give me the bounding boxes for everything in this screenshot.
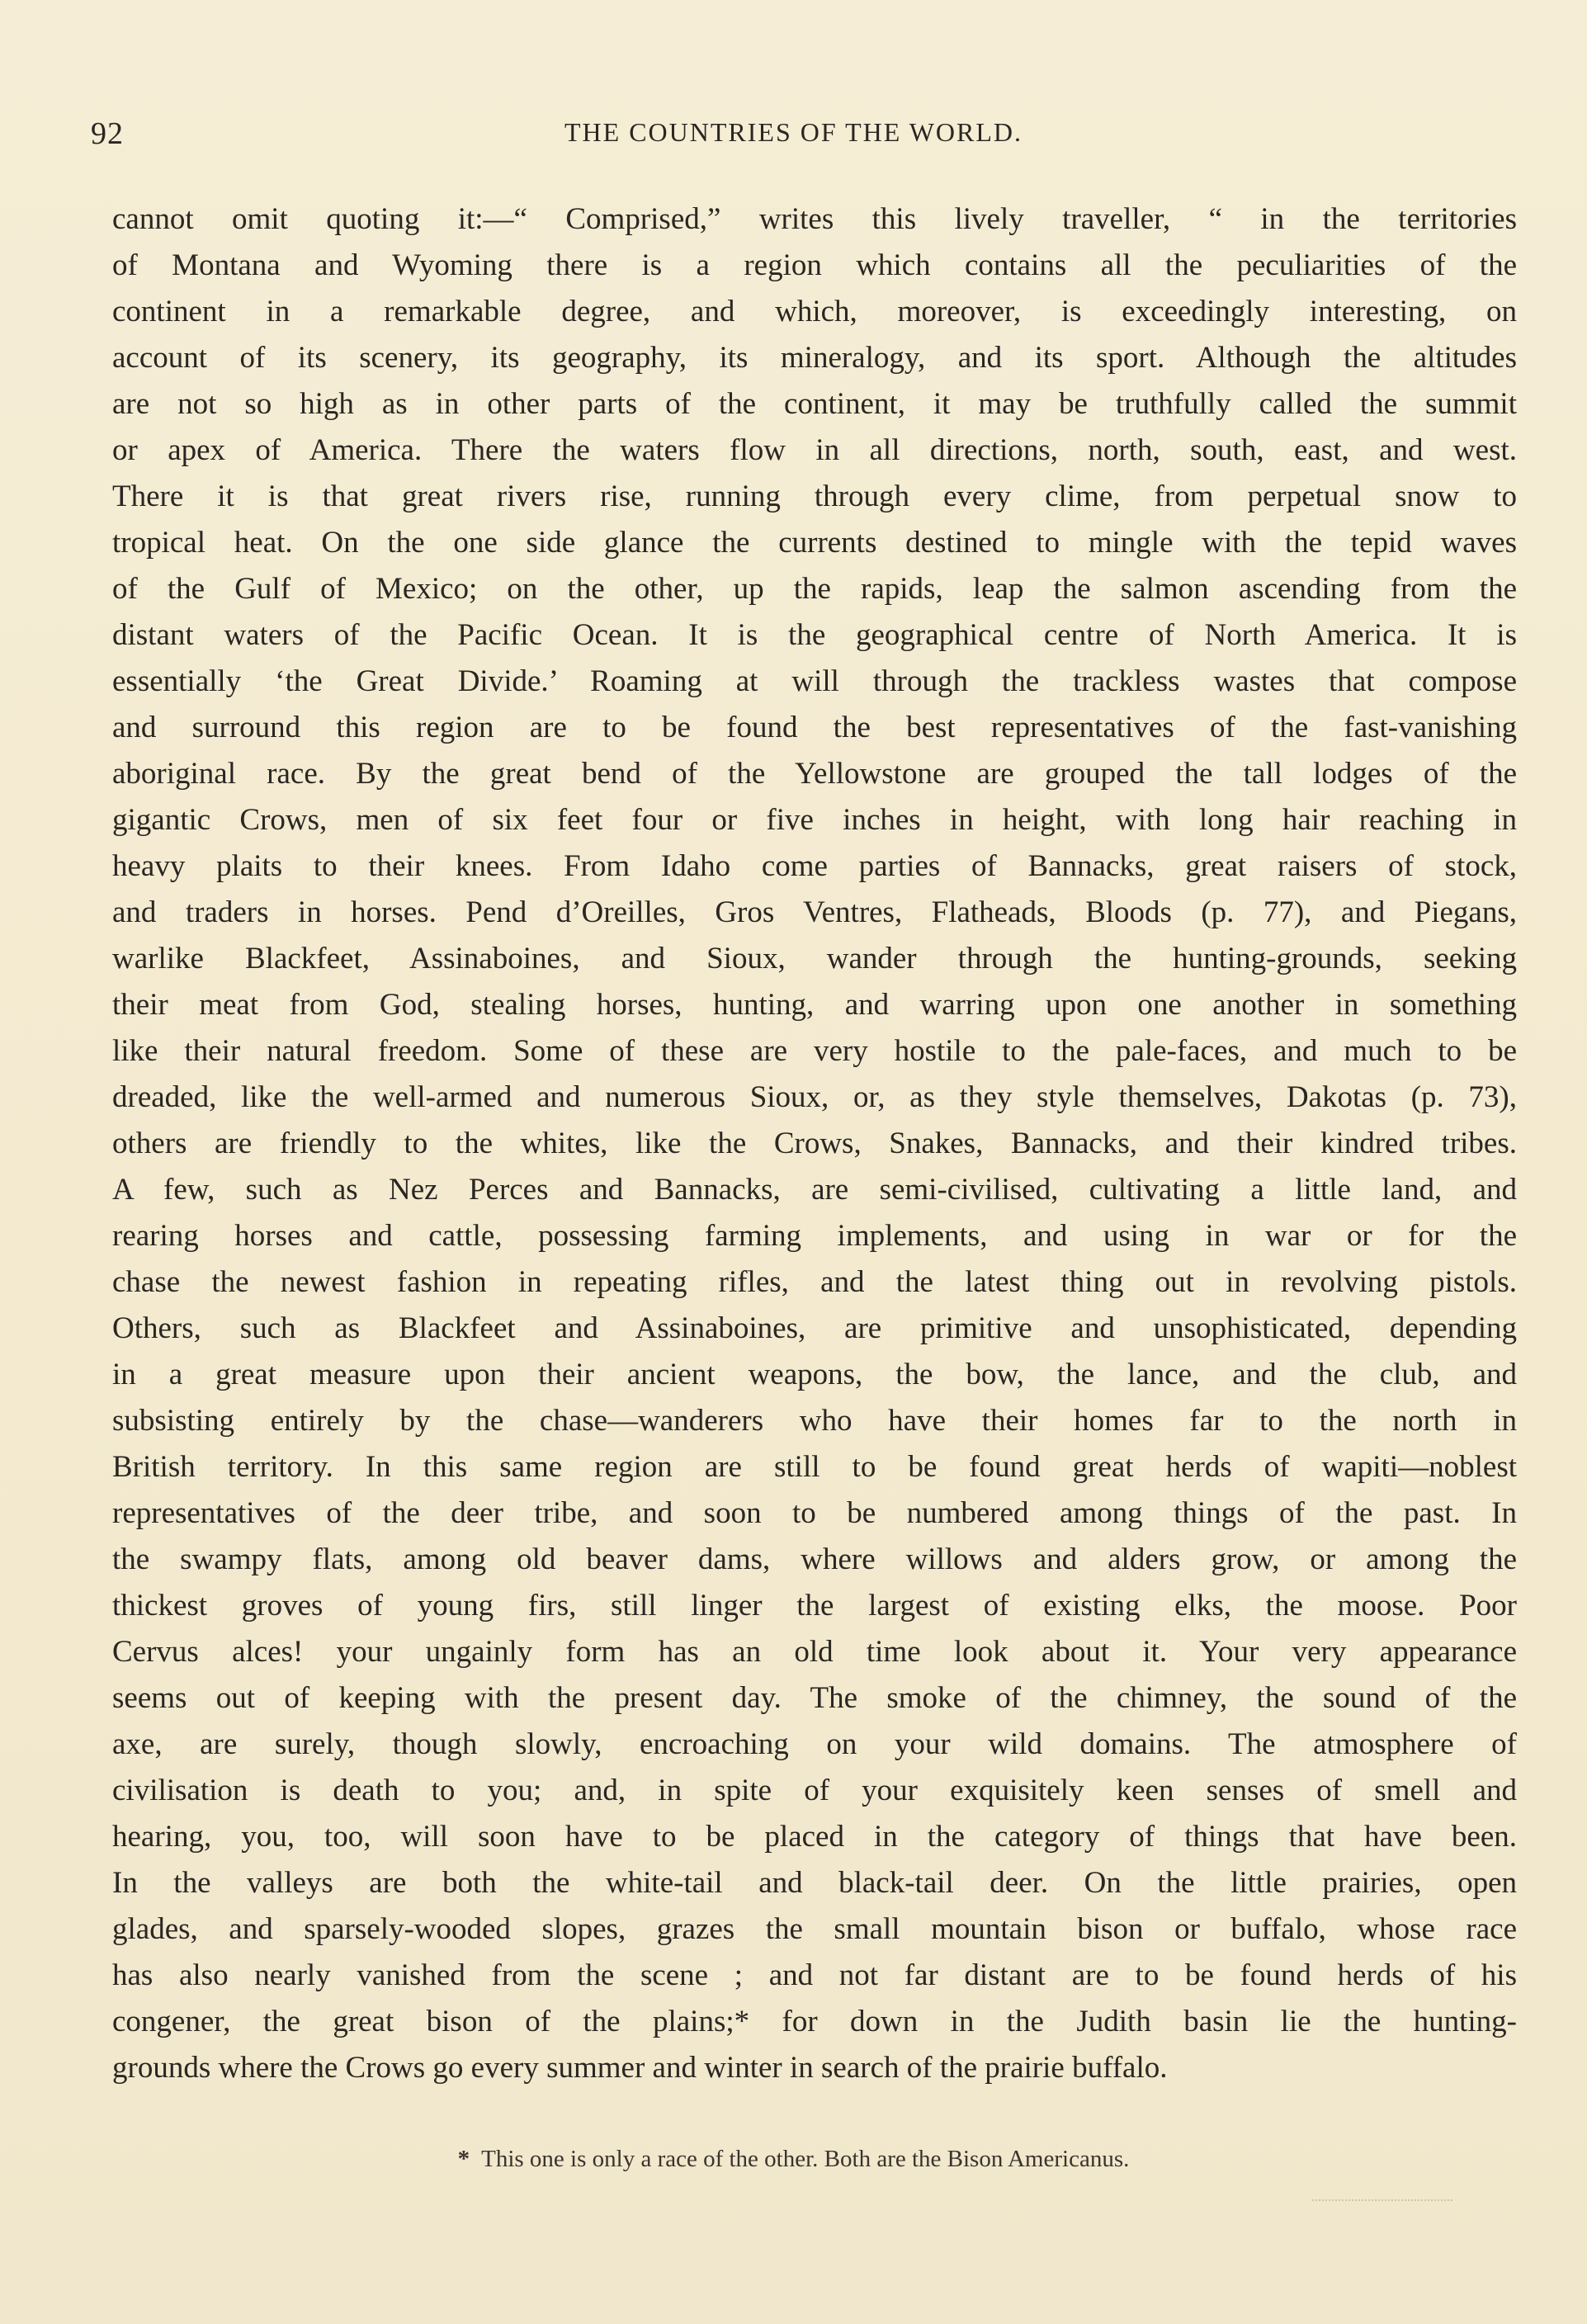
- text-line: their meat from God, stealing horses, hunting, and warring upon one another in something: [112, 988, 1517, 1022]
- text-line: congener, the great bison of the plains;* for down in the Judith basin lie the hunting-: [112, 2005, 1517, 2038]
- text-line: in a great measure upon their ancient weapons, the bow, the lance, and the club, and: [112, 1358, 1517, 1391]
- text-line: axe, are surely, though slowly, encroaching on your wild domains. The atmosphere of: [112, 1727, 1517, 1761]
- text-line: thickest groves of young firs, still linger the largest of existing elks, the moose. Poor: [112, 1589, 1517, 1623]
- text-line: has also nearly vanished from the scene ; and not far distant are to be found herds of his: [112, 1958, 1517, 1992]
- text-line: the swampy flats, among old beaver dams, where willows and alders grow, or among the: [112, 1542, 1517, 1576]
- text-line: warlike Blackfeet, Assinaboines, and Sioux, wander through the hunting-grounds, seeking: [112, 942, 1517, 975]
- text-line: British territory. In this same region are still to be found great herds of wapiti—noblest: [112, 1450, 1517, 1484]
- text-line: glades, and sparsely-wooded slopes, grazes the small mountain bison or buffalo, whose race: [112, 1912, 1517, 1946]
- footnote-mark: *: [457, 2146, 470, 2172]
- text-line: are not so high as in other parts of the continent, it may be truthfully called the summit: [112, 387, 1517, 421]
- footnote: [0, 2146, 1587, 2173]
- text-line: chase the newest fashion in repeating rifles, and the latest thing out in revolving pistols.: [112, 1265, 1517, 1299]
- text-line: hearing, you, too, will soon have to be placed in the category of things that have been.: [112, 1820, 1517, 1854]
- text-line: rearing horses and cattle, possessing farming implements, and using in war or for the: [112, 1219, 1517, 1253]
- text-line: gigantic Crows, men of six feet four or five inches in height, with long hair reaching in: [112, 803, 1517, 837]
- text-line: representatives of the deer tribe, and soon to be numbered among things of the past. In: [112, 1496, 1517, 1530]
- text-line: others are friendly to the whites, like the Crows, Snakes, Bannacks, and their kindred tribes.: [112, 1127, 1517, 1160]
- footnote-text: This one is only a race of the other. Both are the Bison Americanus.: [481, 2146, 1130, 2172]
- text-line: Cervus alces! your ungainly form has an old time look about it. Your very appearance: [112, 1635, 1517, 1669]
- text-line: distant waters of the Pacific Ocean. It is the geographical centre of North America. It is: [112, 618, 1517, 652]
- text-line: civilisation is death to you; and, in spite of your exquisitely keen senses of smell and: [112, 1774, 1517, 1807]
- running-head: THE COUNTRIES OF THE WORLD.: [564, 117, 1023, 147]
- text-line: and surround this region are to be found the best representatives of the fast-vanishing: [112, 711, 1517, 744]
- text-line: dreaded, like the well-armed and numerous Sioux, or, as they style themselves, Dakotas (p. 73),: [112, 1080, 1517, 1114]
- text-line: of Montana and Wyoming there is a region which contains all the peculiarities of the: [112, 248, 1517, 282]
- page-number: 92: [91, 116, 124, 151]
- text-line: In the valleys are both the white-tail and black-tail deer. On the little prairies, open: [112, 1866, 1517, 1900]
- text-line: heavy plaits to their knees. From Idaho come parties of Bannacks, great raisers of stock,: [112, 849, 1517, 883]
- text-line: A few, such as Nez Perces and Bannacks, are semi-civilised, cultivating a little land, and: [112, 1173, 1517, 1207]
- body-text: [112, 196, 1517, 2091]
- text-line: subsisting entirely by the chase—wanderers who have their homes far to the north in: [112, 1404, 1517, 1438]
- text-line: like their natural freedom. Some of these are very hostile to the pale-faces, and much to be: [112, 1034, 1517, 1068]
- text-line: cannot omit quoting it:—“ Comprised,” writes this lively traveller, “ in the territories: [112, 202, 1517, 236]
- page-header: [0, 116, 1587, 165]
- text-line: and traders in horses. Pend d’Oreilles, Gros Ventres, Flatheads, Bloods (p. 77), and Piegans,: [112, 895, 1517, 929]
- text-line: There it is that great rivers rise, running through every clime, from perpetual snow to: [112, 479, 1517, 513]
- text-line: tropical heat. On the one side glance the currents destined to mingle with the tepid waves: [112, 526, 1517, 560]
- text-line: continent in a remarkable degree, and which, moreover, is exceedingly interesting, on: [112, 295, 1517, 328]
- text-line: of the Gulf of Mexico; on the other, up the rapids, leap the salmon ascending from the: [112, 572, 1517, 606]
- text-line: essentially ‘the Great Divide.’ Roaming at will through the trackless wastes that compose: [112, 664, 1517, 698]
- text-line: account of its scenery, its geography, its mineralogy, and its sport. Although the altitudes: [112, 341, 1517, 375]
- text-line: aboriginal race. By the great bend of the Yellowstone are grouped the tall lodges of the: [112, 757, 1517, 791]
- print-smudge: [1312, 2199, 1452, 2206]
- text-line: or apex of America. There the waters flow in all directions, north, south, east, and west.: [112, 433, 1517, 467]
- text-line: seems out of keeping with the present day. The smoke of the chimney, the sound of the: [112, 1681, 1517, 1715]
- text-line: grounds where the Crows go every summer and winter in search of the prairie buffalo.: [112, 2051, 1168, 2085]
- text-line: Others, such as Blackfeet and Assinaboines, are primitive and unsophisticated, depending: [112, 1311, 1517, 1345]
